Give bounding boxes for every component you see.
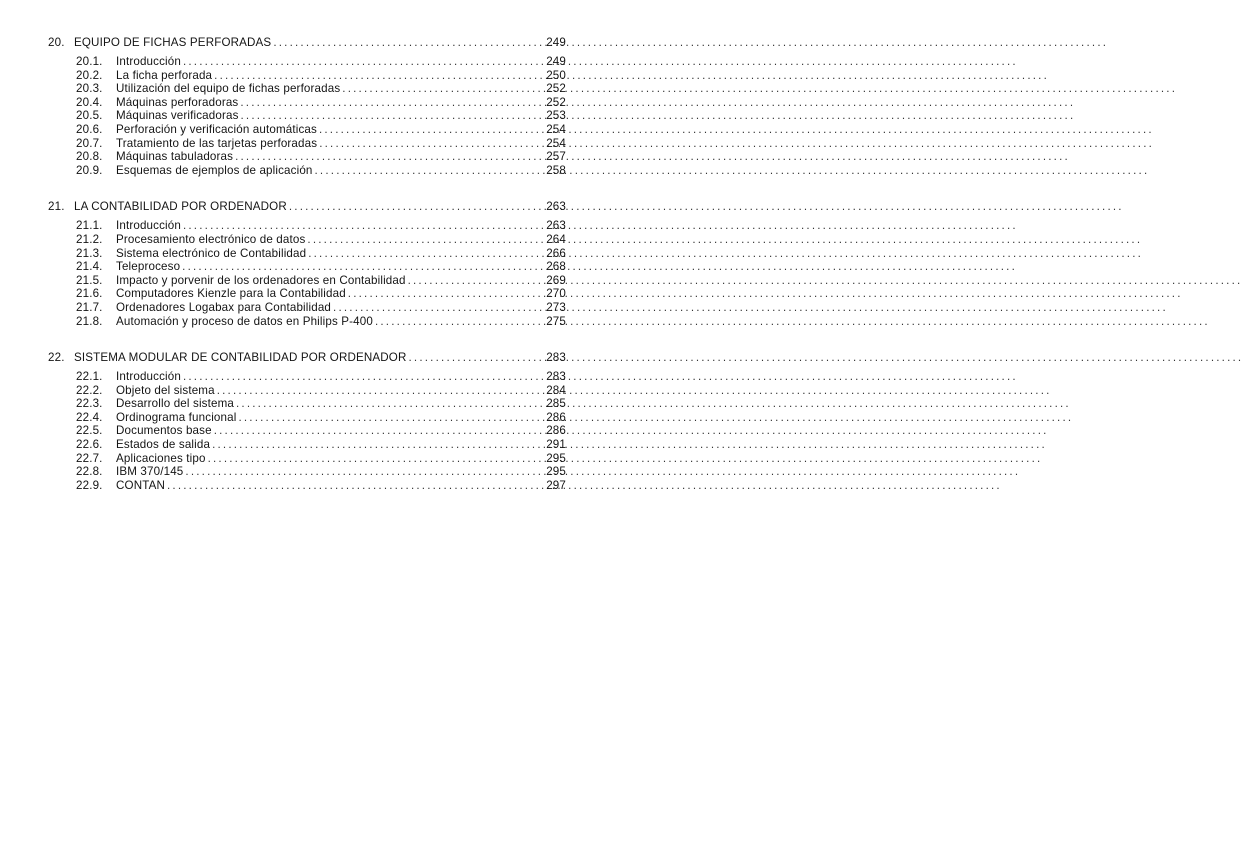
section-entry bbox=[48, 452, 566, 466]
dot-leader bbox=[308, 247, 537, 261]
dot-leader bbox=[212, 438, 537, 452]
page-number: 273 bbox=[546, 300, 566, 314]
section-title: Máquinas perforadoras bbox=[116, 95, 239, 109]
section-title: Aplicaciones tipo bbox=[116, 451, 206, 465]
section-title: Impacto y porvenir de los ordenadores en Contabilidad bbox=[116, 273, 406, 287]
page-number: 268 bbox=[546, 260, 566, 274]
section-title: Introducción bbox=[116, 219, 181, 233]
section-number: 20.9. bbox=[76, 163, 103, 177]
dot-leader bbox=[409, 350, 538, 365]
section-entry bbox=[48, 287, 566, 301]
page-number: 297 bbox=[546, 478, 566, 492]
section-entry bbox=[48, 233, 566, 247]
chapter-title: SISTEMA MODULAR DE CONTABILIDAD POR ORDENADOR bbox=[74, 351, 407, 365]
page-number: 269 bbox=[546, 273, 566, 287]
dot-leader bbox=[333, 301, 537, 315]
section-title: Ordinograma funcional bbox=[116, 410, 237, 424]
section-entry bbox=[48, 109, 566, 123]
section-number: 22.3. bbox=[76, 397, 103, 411]
section-number: 22.8. bbox=[76, 465, 103, 479]
page-number: 249 bbox=[546, 55, 566, 68]
section-entry bbox=[48, 69, 566, 83]
page-number: 266 bbox=[546, 246, 566, 260]
section-title: Procesamiento electrónico de datos bbox=[116, 232, 306, 246]
section-entry bbox=[48, 424, 566, 438]
page-number: 252 bbox=[546, 95, 566, 109]
section-number: 21.1. bbox=[76, 219, 103, 233]
page-number: 263 bbox=[546, 200, 566, 214]
page-number: 295 bbox=[546, 465, 566, 479]
section-title: Introducción bbox=[116, 370, 181, 384]
section-entry bbox=[48, 150, 566, 164]
chapter-title: EQUIPO DE FICHAS PERFORADAS bbox=[74, 36, 272, 49]
section-entry bbox=[48, 301, 566, 315]
section-number: 21.2. bbox=[76, 232, 103, 246]
section-entry bbox=[48, 479, 566, 493]
section-title: Computadores Kienzle para la Contabilidad bbox=[116, 287, 346, 301]
section-number: 22.1. bbox=[76, 370, 103, 384]
section-title: Utilización del equipo de fichas perforadas bbox=[116, 82, 341, 96]
page-number: 283 bbox=[546, 351, 566, 365]
section-number: 21.5. bbox=[76, 273, 103, 287]
section-number: 20.2. bbox=[76, 68, 103, 82]
dot-leader bbox=[235, 150, 537, 164]
section-entry bbox=[48, 55, 566, 69]
dot-leader bbox=[214, 424, 537, 438]
section-number: 22.7. bbox=[76, 451, 103, 465]
page-number: 284 bbox=[546, 383, 566, 397]
section-title: IBM 370/145 bbox=[116, 465, 184, 479]
page-number: 253 bbox=[546, 109, 566, 123]
dot-leader bbox=[240, 96, 537, 110]
chapter-heading bbox=[48, 199, 566, 214]
page-number: 258 bbox=[546, 163, 566, 177]
section-entry bbox=[48, 315, 566, 329]
page-number: 283 bbox=[546, 370, 566, 384]
chapter-title: LA CONTABILIDAD POR ORDENADOR bbox=[74, 200, 287, 214]
dot-leader bbox=[307, 233, 537, 247]
table-of-contents bbox=[48, 35, 566, 514]
chapter-number: 21. bbox=[48, 200, 65, 214]
section-title: Estados de salida bbox=[116, 438, 211, 452]
page-number: 291 bbox=[546, 438, 566, 452]
dot-leader bbox=[183, 55, 537, 69]
dot-leader bbox=[375, 315, 537, 329]
dot-leader bbox=[214, 69, 537, 83]
chapter-number: 20. bbox=[48, 36, 65, 49]
page-number: 295 bbox=[546, 451, 566, 465]
section-entry bbox=[48, 164, 566, 178]
dot-leader bbox=[348, 287, 537, 301]
dot-leader bbox=[273, 35, 537, 50]
section-number: 22.4. bbox=[76, 410, 103, 424]
section-number: 20.7. bbox=[76, 136, 103, 150]
dot-leader bbox=[183, 370, 537, 384]
section-entry bbox=[48, 411, 566, 425]
dot-leader bbox=[319, 123, 537, 137]
section-entry bbox=[48, 260, 566, 274]
page-number: 250 bbox=[546, 68, 566, 82]
section-number: 20.1. bbox=[76, 55, 103, 68]
chapter-block bbox=[48, 199, 566, 328]
chapter-number: 22. bbox=[48, 351, 65, 365]
section-entry bbox=[48, 82, 566, 96]
page-number: 254 bbox=[546, 136, 566, 150]
dot-leader bbox=[185, 465, 537, 479]
dot-leader bbox=[319, 137, 537, 151]
section-title: La ficha perforada bbox=[116, 68, 213, 82]
section-title: Perforación y verificación automáticas bbox=[116, 122, 317, 136]
chapter-block bbox=[48, 35, 566, 177]
page-number: 285 bbox=[546, 397, 566, 411]
chapter-heading bbox=[48, 35, 566, 50]
section-number: 20.5. bbox=[76, 109, 103, 123]
section-title: CONTAN bbox=[116, 478, 165, 492]
section-number: 20.3. bbox=[76, 82, 103, 96]
page-number: 275 bbox=[546, 314, 566, 328]
chapter-block bbox=[48, 350, 566, 492]
section-entry bbox=[48, 438, 566, 452]
section-number: 20.6. bbox=[76, 122, 103, 136]
section-entry bbox=[48, 137, 566, 151]
chapter-heading bbox=[48, 350, 566, 365]
section-number: 22.6. bbox=[76, 438, 103, 452]
page-number: 264 bbox=[546, 232, 566, 246]
dot-leader bbox=[342, 82, 537, 96]
section-number: 20.8. bbox=[76, 150, 103, 164]
section-entry bbox=[48, 274, 566, 288]
section-title: Ordenadores Logabax para Contabilidad bbox=[116, 300, 332, 314]
section-entry bbox=[48, 247, 566, 261]
section-title: Máquinas tabuladoras bbox=[116, 150, 234, 164]
page-number: 257 bbox=[546, 150, 566, 164]
section-title: Objeto del sistema bbox=[116, 383, 215, 397]
dot-leader bbox=[208, 452, 537, 466]
section-title: Esquemas de ejemplos de aplicación bbox=[116, 163, 313, 177]
section-number: 22.2. bbox=[76, 383, 103, 397]
section-number: 21.4. bbox=[76, 260, 103, 274]
dot-leader bbox=[289, 199, 537, 214]
page-number: 252 bbox=[546, 82, 566, 96]
dot-leader bbox=[182, 260, 537, 274]
page-number: 254 bbox=[546, 122, 566, 136]
dot-leader bbox=[241, 109, 537, 123]
section-entry bbox=[48, 123, 566, 137]
section-title: Automación y proceso de datos en Philips P-400 bbox=[116, 314, 373, 328]
page-number: 263 bbox=[546, 219, 566, 233]
section-entry bbox=[48, 96, 566, 110]
section-title: Teleproceso bbox=[116, 260, 181, 274]
page-number: 286 bbox=[546, 424, 566, 438]
section-number: 21.8. bbox=[76, 314, 103, 328]
dot-leader bbox=[315, 164, 537, 178]
section-title: Documentos base bbox=[116, 424, 212, 438]
section-title: Introducción bbox=[116, 55, 181, 68]
section-entry bbox=[48, 370, 566, 384]
section-number: 21.6. bbox=[76, 287, 103, 301]
page-number: 270 bbox=[546, 287, 566, 301]
section-entry bbox=[48, 219, 566, 233]
dot-leader bbox=[408, 274, 537, 288]
section-title: Sistema electrónico de Contabilidad bbox=[116, 246, 307, 260]
page-number: 249 bbox=[546, 36, 566, 49]
section-number: 21.3. bbox=[76, 246, 103, 260]
section-entry bbox=[48, 465, 566, 479]
dot-leader bbox=[167, 479, 537, 493]
section-title: Desarrollo del sistema bbox=[116, 397, 234, 411]
dot-leader bbox=[236, 397, 537, 411]
section-number: 22.9. bbox=[76, 478, 103, 492]
page-number: 286 bbox=[546, 410, 566, 424]
dot-leader bbox=[183, 219, 537, 233]
section-number: 22.5. bbox=[76, 424, 103, 438]
section-entry bbox=[48, 384, 566, 398]
dot-leader bbox=[238, 411, 537, 425]
dot-leader bbox=[217, 384, 537, 398]
section-number: 20.4. bbox=[76, 95, 103, 109]
section-entry bbox=[48, 397, 566, 411]
section-number: 21.7. bbox=[76, 300, 103, 314]
section-title: Tratamiento de las tarjetas perforadas bbox=[116, 136, 318, 150]
section-title: Máquinas verificadoras bbox=[116, 109, 239, 123]
